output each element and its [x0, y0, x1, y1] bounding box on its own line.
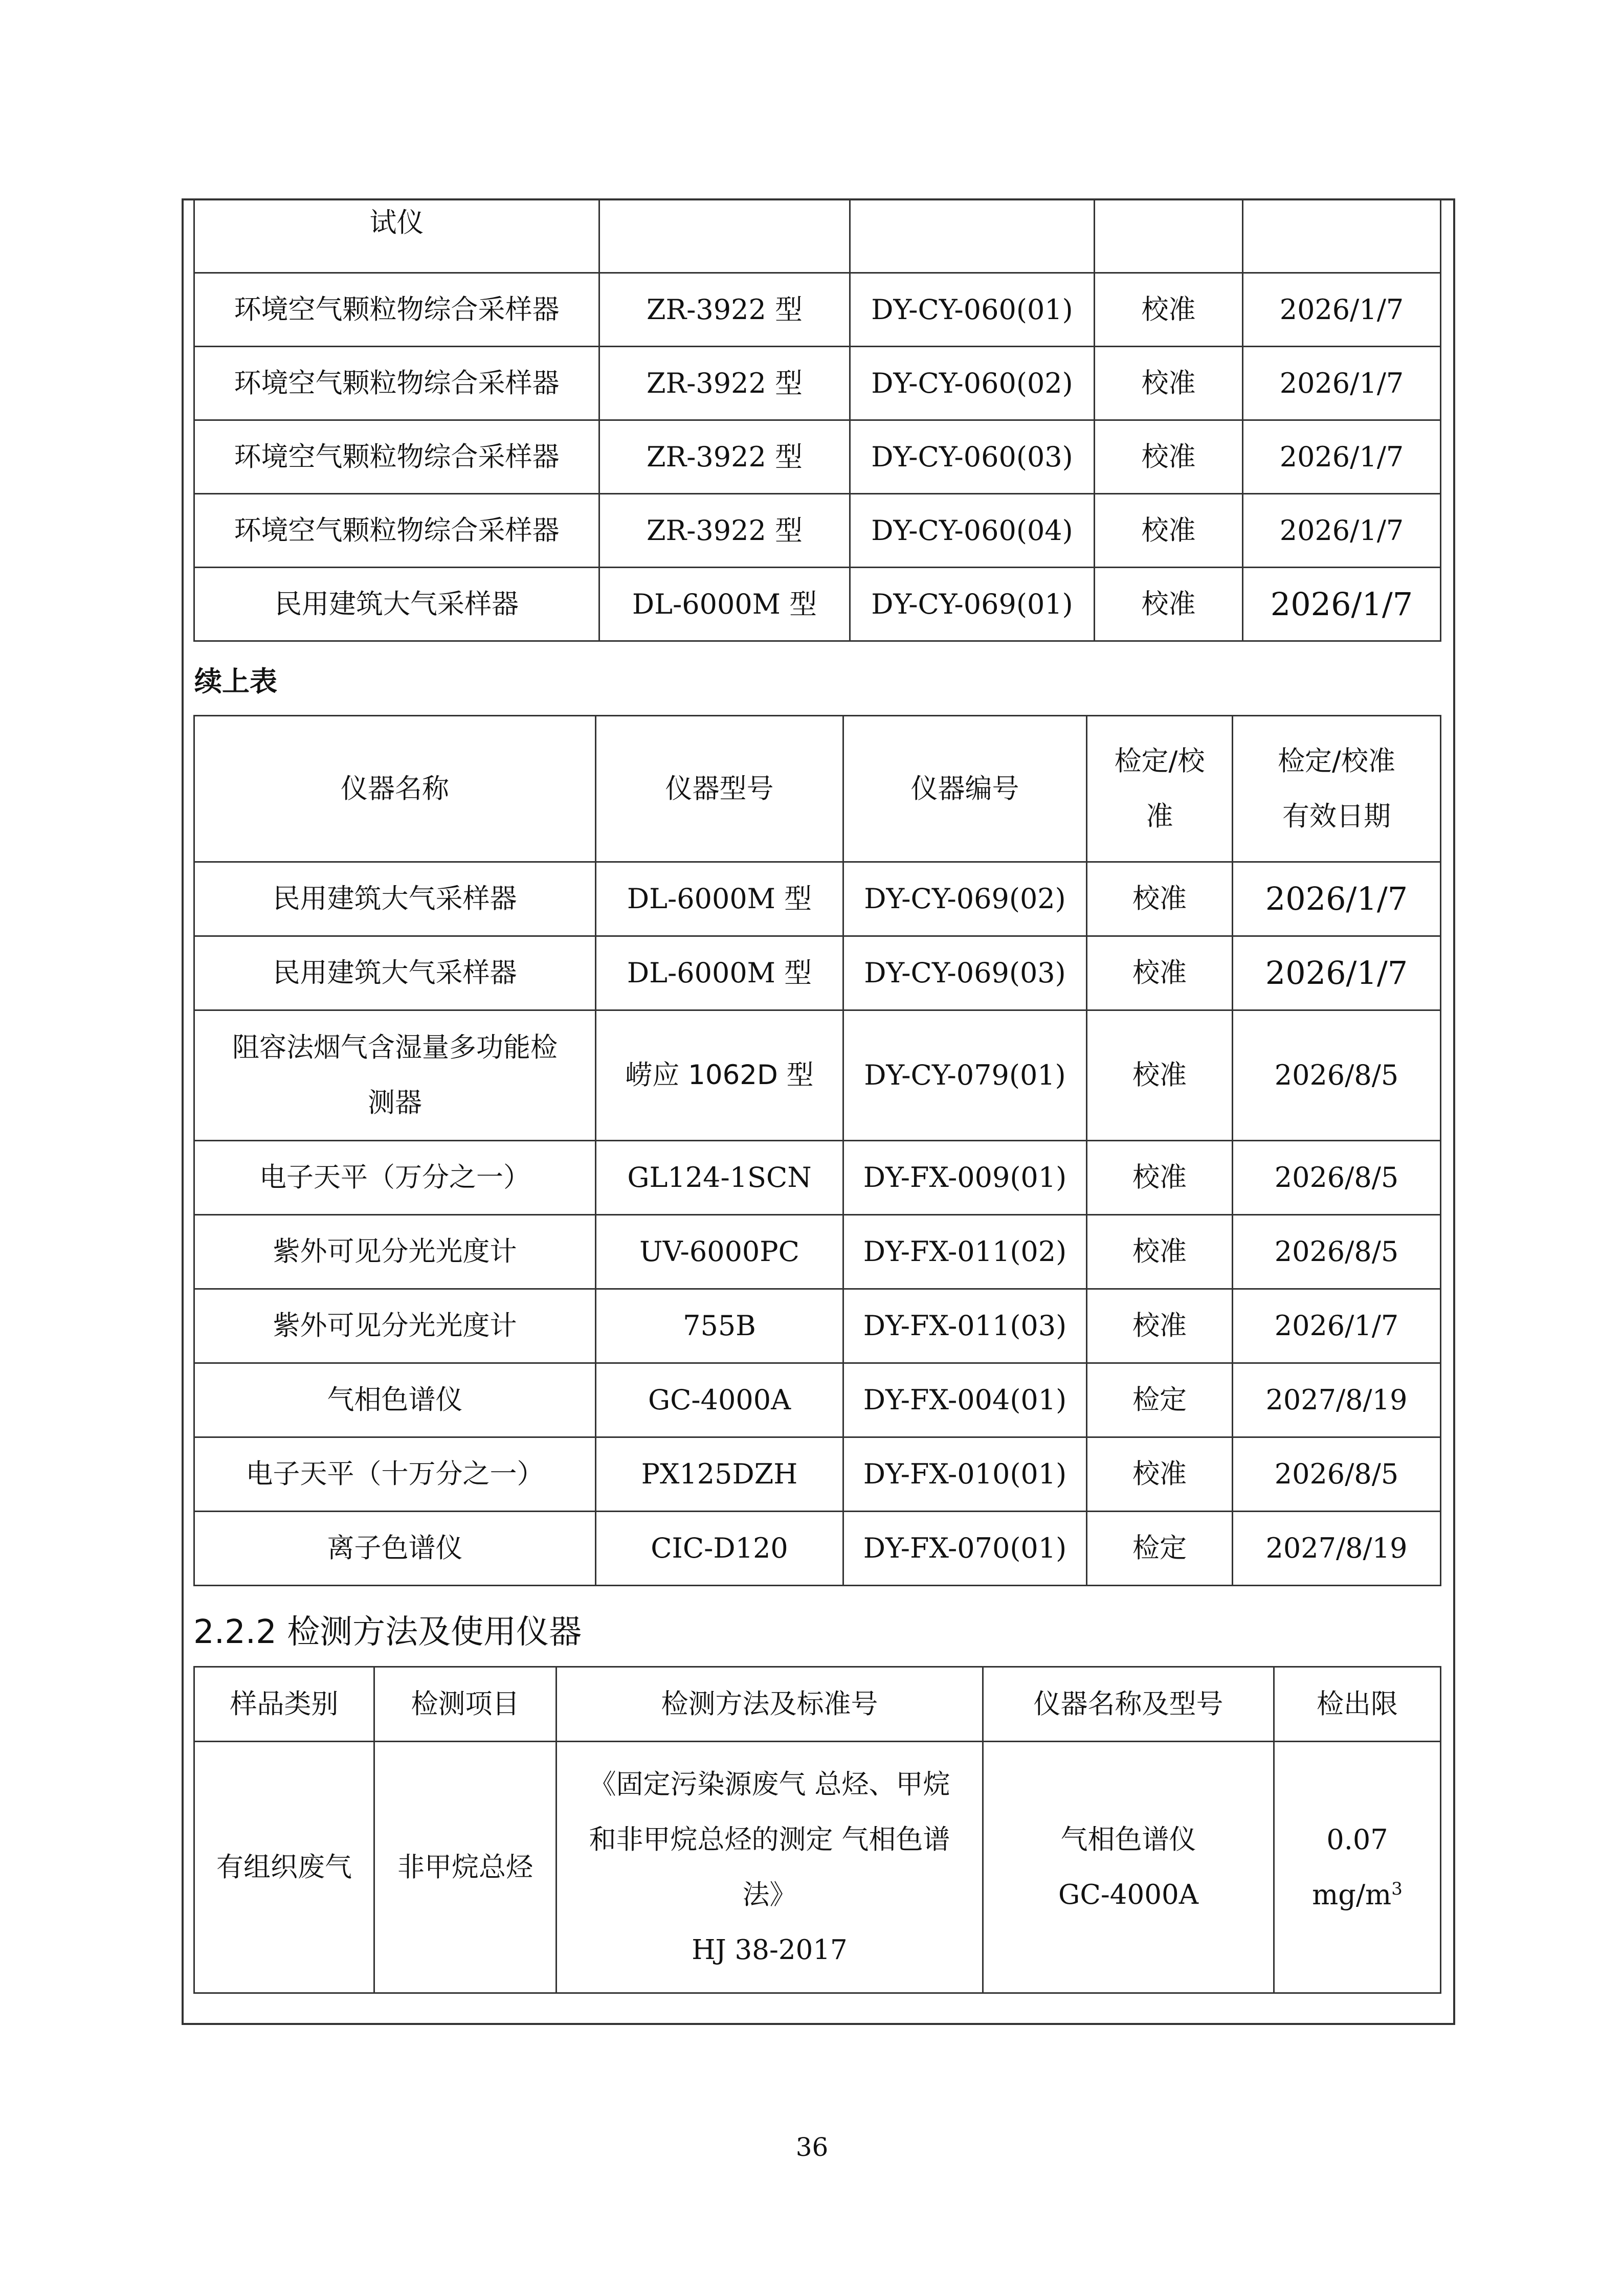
table-cell: 2026/1/7 — [1243, 494, 1441, 568]
table-cell: DY-FX-070(01) — [843, 1512, 1087, 1586]
header-line: 检定/校 — [1114, 745, 1205, 777]
table-instruments — [193, 715, 1441, 1586]
table-cell — [850, 199, 1095, 273]
table-cell: 环境空气颗粒物综合采样器 — [194, 494, 599, 568]
table-row — [194, 1289, 1441, 1363]
table-cell: DY-CY-060(01) — [850, 273, 1095, 347]
cell-line: 气相色谱仪 — [1060, 1824, 1196, 1855]
table-cell: 紫外可见分光光度计 — [194, 1289, 596, 1363]
table-row — [194, 199, 1441, 273]
table-cell — [599, 199, 850, 273]
table-cell: 电子天平（十万分之一） — [194, 1437, 596, 1512]
cell-line: 《固定污染源废气 总烃、甲烷 — [589, 1768, 950, 1800]
column-header: 仪器编号 — [843, 716, 1087, 862]
table-cell: DY-CY-069(02) — [843, 862, 1087, 936]
table-cell: 校准 — [1087, 862, 1233, 936]
table-cell: 校准 — [1095, 347, 1243, 420]
table-cell: 校准 — [1087, 1141, 1233, 1215]
table-cell: 校准 — [1087, 936, 1233, 1010]
table-row — [194, 347, 1441, 420]
table-cell: DY-CY-060(03) — [850, 420, 1095, 494]
table-cell: 2026/1/7 — [1233, 1289, 1441, 1363]
table-cell: 校准 — [1087, 1437, 1233, 1512]
table-cell: 2026/1/7 — [1233, 936, 1441, 1010]
table-cell: 离子色谱仪 — [194, 1512, 596, 1586]
table-row — [194, 273, 1441, 347]
table-top — [193, 198, 1441, 642]
table-cell: DY-CY-069(03) — [843, 936, 1087, 1010]
cell-line: HJ 38-2017 — [692, 1934, 848, 1966]
table-cell: 试仪 — [194, 199, 599, 273]
column-header: 检测项目 — [374, 1667, 557, 1742]
table-caption: 续上表 — [194, 665, 277, 697]
table-cell: 校准 — [1095, 568, 1243, 641]
header-line: 准 — [1146, 800, 1173, 832]
table-cell: 2026/1/7 — [1243, 273, 1441, 347]
table-cell: 2026/8/5 — [1233, 1215, 1441, 1289]
column-header: 仪器型号 — [596, 716, 843, 862]
limit-value: 0.07 mg/m — [1312, 1823, 1392, 1911]
table-header-row — [194, 716, 1441, 862]
table-cell: 崂应 1062D 型 — [596, 1010, 843, 1141]
table-cell: 2027/8/19 — [1233, 1512, 1441, 1586]
table-row — [194, 420, 1441, 494]
table-cell: 2026/1/7 — [1233, 862, 1441, 936]
table-cell: PX125DZH — [596, 1437, 843, 1512]
table-cell: 2026/8/5 — [1233, 1010, 1441, 1141]
cell-line: 测器 — [368, 1087, 422, 1118]
table-cell: 非甲烷总烃 — [374, 1742, 557, 1993]
table-cell: 校准 — [1095, 420, 1243, 494]
table-cell: GL124-1SCN — [596, 1141, 843, 1215]
table-cell: 民用建筑大气采样器 — [194, 936, 596, 1010]
column-header: 仪器名称 — [194, 716, 596, 862]
table-cell: 环境空气颗粒物综合采样器 — [194, 273, 599, 347]
header-line: 有效日期 — [1282, 800, 1391, 832]
table-cell: DY-FX-009(01) — [843, 1141, 1087, 1215]
table-cell: 校准 — [1087, 1010, 1233, 1141]
table-cell: 有组织废气 — [194, 1742, 374, 1993]
table-cell: DY-FX-011(03) — [843, 1289, 1087, 1363]
table-row — [194, 862, 1441, 936]
table-cell — [1274, 1742, 1441, 1993]
table-cell: 环境空气颗粒物综合采样器 — [194, 420, 599, 494]
table-methods — [193, 1666, 1441, 1994]
table-row — [194, 936, 1441, 1010]
cell-line: GC-4000A — [1058, 1879, 1198, 1910]
table-cell: 校准 — [1095, 273, 1243, 347]
table-cell: DL-6000M 型 — [596, 862, 843, 936]
table-cell: 2026/1/7 — [1243, 420, 1441, 494]
table-cell: CIC-D120 — [596, 1512, 843, 1586]
table-cell: 755B — [596, 1289, 843, 1363]
table-cell: DL-6000M 型 — [599, 568, 850, 641]
table-row — [194, 494, 1441, 568]
table-cell: 2027/8/19 — [1233, 1363, 1441, 1437]
table-cell: UV-6000PC — [596, 1215, 843, 1289]
column-header: 检测方法及标准号 — [557, 1667, 983, 1742]
table-row — [194, 1363, 1441, 1437]
table-cell: DY-CY-079(01) — [843, 1010, 1087, 1141]
table-cell: DY-CY-060(04) — [850, 494, 1095, 568]
table-row — [194, 1010, 1441, 1141]
column-header: 样品类别 — [194, 1667, 374, 1742]
table-cell: 民用建筑大气采样器 — [194, 568, 599, 641]
table-cell: DY-CY-060(02) — [850, 347, 1095, 420]
column-header — [1233, 716, 1441, 862]
table-cell: DY-FX-010(01) — [843, 1437, 1087, 1512]
table-cell: DY-CY-069(01) — [850, 568, 1095, 641]
table-cell: ZR-3922 型 — [599, 273, 850, 347]
table-cell — [983, 1742, 1274, 1993]
table-cell — [557, 1742, 983, 1993]
table-cell — [194, 1010, 596, 1141]
table-cell: 2026/1/7 — [1243, 568, 1441, 641]
table-row — [194, 1437, 1441, 1512]
cell-line: 法》 — [742, 1879, 797, 1910]
table-cell: GC-4000A — [596, 1363, 843, 1437]
table-cell: 紫外可见分光光度计 — [194, 1215, 596, 1289]
column-header — [1087, 716, 1233, 862]
table-cell — [1243, 199, 1441, 273]
limit-exponent: 3 — [1391, 1878, 1403, 1899]
table-cell: DY-FX-011(02) — [843, 1215, 1087, 1289]
table-cell: 检定 — [1087, 1363, 1233, 1437]
table-cell: ZR-3922 型 — [599, 420, 850, 494]
table-cell: DL-6000M 型 — [596, 936, 843, 1010]
table-cell: 2026/1/7 — [1243, 347, 1441, 420]
table-row — [194, 568, 1441, 641]
table-row — [194, 1141, 1441, 1215]
table-cell: 电子天平（万分之一） — [194, 1141, 596, 1215]
cell-line: 阻容法烟气含湿量多功能检 — [232, 1032, 558, 1063]
table-cell: 2026/8/5 — [1233, 1437, 1441, 1512]
table-cell: 校准 — [1087, 1215, 1233, 1289]
table-row — [194, 1742, 1441, 1993]
table-cell: 2026/8/5 — [1233, 1141, 1441, 1215]
table-cell: ZR-3922 型 — [599, 347, 850, 420]
table-header-row — [194, 1667, 1441, 1742]
table-cell: 检定 — [1087, 1512, 1233, 1586]
table-cell — [1095, 199, 1243, 273]
table-row — [194, 1215, 1441, 1289]
header-line: 检定/校准 — [1278, 745, 1395, 777]
table-cell: 校准 — [1095, 494, 1243, 568]
column-header: 仪器名称及型号 — [983, 1667, 1274, 1742]
table-row — [194, 1512, 1441, 1586]
table-cell: 气相色谱仪 — [194, 1363, 596, 1437]
table-cell: ZR-3922 型 — [599, 494, 850, 568]
table-cell: 民用建筑大气采样器 — [194, 862, 596, 936]
table-cell: DY-FX-004(01) — [843, 1363, 1087, 1437]
section-heading: 2.2.2 检测方法及使用仪器 — [193, 1613, 582, 1651]
table-cell: 环境空气颗粒物综合采样器 — [194, 347, 599, 420]
column-header: 检出限 — [1274, 1667, 1441, 1742]
cell-line: 和非甲烷总烃的测定 气相色谱 — [589, 1824, 950, 1855]
table-cell: 校准 — [1087, 1289, 1233, 1363]
page-number: 36 — [795, 2132, 829, 2162]
